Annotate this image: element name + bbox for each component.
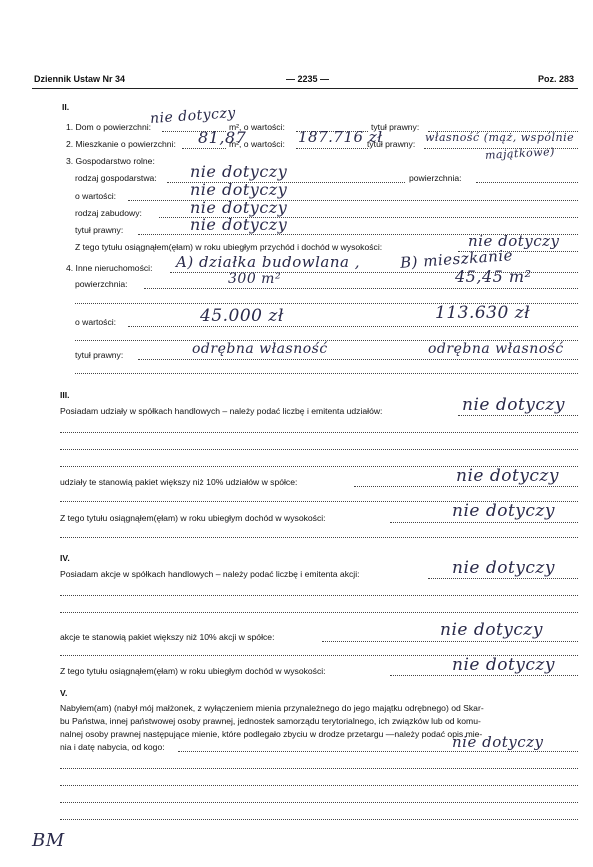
- shares-package-label: udziały te stanowią pakiet większy niż 10% udziałów w spółce:: [60, 477, 298, 487]
- acquisition-text-3: nalnej osoby prawnej następujące mienie, które podlegało zbyciu w drodze przetargu —należy podać opis mie-: [60, 729, 483, 739]
- other-title-b-handwriting: odrębna własność: [428, 341, 564, 357]
- farm-type-label: rodzaj gospodarstwa:: [75, 173, 157, 183]
- shares-income-line: [390, 522, 578, 523]
- shares-income-handwriting: nie dotyczy: [452, 501, 555, 521]
- farm-value-handwriting: nie dotyczy: [190, 180, 288, 199]
- other-title-line-2: [75, 373, 578, 374]
- apartment-area-line: [182, 148, 226, 149]
- farm-value-label: o wartości:: [75, 191, 117, 201]
- acquisition-line-5: [60, 819, 578, 820]
- stocks-package-handwriting: nie dotyczy: [440, 620, 543, 640]
- other-title-label: tytuł prawny:: [75, 350, 124, 360]
- acquisition-text-4: nia i datę nabycia, od kogo:: [60, 742, 165, 752]
- other-area-label: powierzchnia:: [75, 279, 128, 289]
- section-5-heading: V.: [60, 688, 68, 698]
- shares-income-line-2: [60, 537, 578, 538]
- stocks-line-3: [60, 612, 578, 613]
- apartment-title-label: tytuł prawny:: [367, 139, 416, 149]
- house-label: 1. Dom o powierzchni:: [66, 122, 152, 132]
- shares-label: Posiadam udziały w spółkach handlowych – należy podać liczbę i emitenta udziałów:: [60, 406, 383, 416]
- farm-title-handwriting: nie dotyczy: [190, 215, 288, 234]
- stocks-label: Posiadam akcje w spółkach handlowych – należy podać liczbę i emitenta akcji:: [60, 569, 360, 579]
- section-3-heading: III.: [60, 390, 70, 400]
- shares-handwriting: nie dotyczy: [462, 395, 565, 415]
- stocks-line-2: [60, 595, 578, 596]
- other-property-label: 4. Inne nieruchomości:: [66, 263, 153, 273]
- stocks-income-line: [390, 675, 578, 676]
- farm-income-label: Z tego tytułu osiągnąłem(ęłam) w roku ubiegłym przychód i dochód w wysokości:: [75, 242, 383, 252]
- acquisition-line-2: [60, 768, 578, 769]
- house-title-label: tytuł prawny:: [371, 122, 420, 132]
- farm-buildings-handwriting: nie dotyczy: [190, 198, 288, 217]
- journal-name: Dziennik Ustaw Nr 34: [34, 74, 126, 84]
- farm-area-line: [476, 182, 578, 183]
- acquisition-line-4: [60, 802, 578, 803]
- header-rule: [32, 88, 578, 89]
- apartment-label: 2. Mieszkanie o powierzchni:: [66, 139, 176, 149]
- acquisition-text-2: bu Państwa, innej państwowej osoby prawnej, jednostek samorządu terytorialnego, ich związków lub od komu-: [60, 716, 481, 726]
- apartment-title-handwriting-2: majątkowe): [484, 145, 556, 162]
- apartment-title-handwriting: własność (mąż, wspólnie: [425, 131, 575, 144]
- acquisition-handwriting: nie dotyczy: [452, 733, 544, 751]
- farm-buildings-label: rodzaj zabudowy:: [75, 208, 142, 218]
- farm-income-handwriting: nie dotyczy: [468, 232, 560, 250]
- stocks-income-label: Z tego tytułu osiągnąłem(ęłam) w roku ubiegłym dochód w wysokości:: [60, 666, 326, 676]
- farm-type-handwriting: nie dotyczy: [190, 162, 288, 181]
- other-value-line: [128, 326, 578, 327]
- shares-line-3: [60, 449, 578, 450]
- acquisition-line: [178, 751, 578, 752]
- other-value-b-handwriting: 113.630 zł: [435, 303, 531, 323]
- house-area-handwriting: nie dotyczy: [149, 105, 237, 127]
- stocks-package-line: [322, 641, 578, 642]
- acquisition-line-3: [60, 785, 578, 786]
- acquisition-text-1: Nabyłem(am) (nabył mój małżonek, z wyłączeniem mienia przynależnego do jego majątku odrębnego) od Skar-: [60, 703, 484, 713]
- farm-area-label: powierzchnia:: [409, 173, 462, 183]
- other-value-label: o wartości:: [75, 317, 117, 327]
- position-number: Poz. 283: [538, 74, 575, 84]
- other-title-a-handwriting: odrębna własność: [192, 341, 328, 357]
- other-title-line: [138, 359, 578, 360]
- shares-package-line: [354, 486, 578, 487]
- shares-income-label: Z tego tytułu osiągnąłem(ęłam) w roku ubiegłym dochód w wysokości:: [60, 513, 326, 523]
- section-2-heading: II.: [62, 102, 70, 112]
- apartment-value-handwriting: 187.716 zł: [298, 128, 383, 146]
- section-4-heading: IV.: [60, 553, 70, 563]
- other-value-a-handwriting: 45.000 zł: [200, 306, 284, 326]
- stocks-line: [428, 578, 578, 579]
- shares-line-2: [60, 432, 578, 433]
- signature-initials: BM: [32, 830, 65, 851]
- farm-title-label: tytuł prawny:: [75, 225, 124, 235]
- stocks-handwriting: nie dotyczy: [452, 558, 555, 578]
- shares-line: [458, 415, 578, 416]
- other-property-b-handwriting: B) mieszkanie: [399, 246, 514, 272]
- apartment-value-line: [296, 148, 368, 149]
- other-area-b-handwriting: 45,45 m²: [455, 267, 532, 286]
- farm-label: 3. Gospodarstwo rolne:: [66, 156, 155, 166]
- other-area-a-handwriting: 300 m²: [228, 271, 282, 287]
- other-area-line: [144, 288, 578, 289]
- page-number: — 2235 —: [286, 74, 330, 84]
- stocks-package-label: akcje te stanowią pakiet większy niż 10% akcji w spółce:: [60, 632, 275, 642]
- apartment-unit-label: m², o wartości:: [229, 139, 285, 149]
- stocks-income-handwriting: nie dotyczy: [452, 655, 555, 675]
- shares-package-handwriting: nie dotyczy: [456, 466, 559, 486]
- house-unit-label: m², o wartości:: [229, 122, 285, 132]
- other-property-a-handwriting: A) działka budowlana ,: [176, 253, 360, 271]
- apartment-area-handwriting: 81,87: [198, 128, 247, 147]
